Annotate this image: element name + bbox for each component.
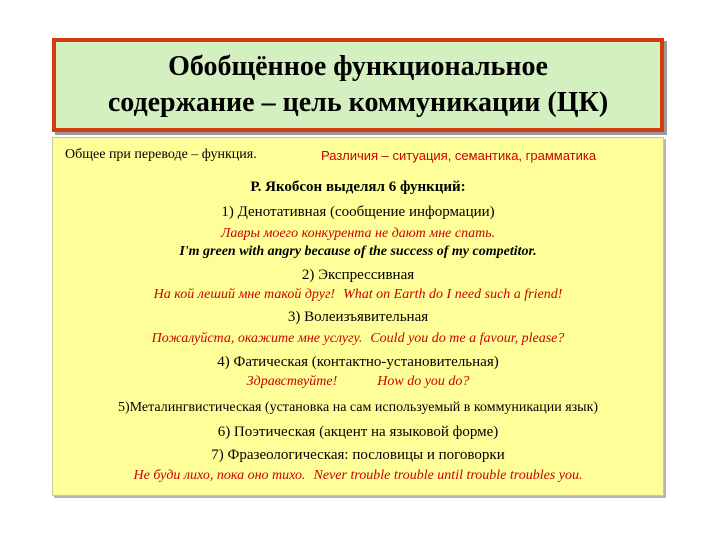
function-1-example-en: I'm green with angry because of the success of my competitor.: [179, 244, 537, 259]
function-2-example-en: What on Earth do I need such a friend!: [343, 287, 563, 302]
differences-text: Различия – ситуация, семантика, грамматика: [321, 148, 597, 163]
title-box: [52, 38, 664, 132]
function-2-examples: [53, 287, 663, 303]
common-text: Общее при переводе – функция.: [65, 147, 257, 162]
content-box: [52, 137, 664, 496]
function-7-example-ru: Не буди лихо, пока оно тихо.: [133, 468, 306, 483]
function-7-heading: 7) Фразеологическая: пословицы и поговорки: [211, 447, 505, 463]
function-1-example-ru: Лавры моего конкурента не дают мне спать.: [220, 226, 496, 241]
title-line-1: Обобщённое функциональное: [168, 51, 548, 82]
function-3-example-en: Could you do me a favour, please?: [370, 331, 565, 346]
intro-text: Р. Якобсон выделял 6 функций:: [250, 179, 466, 195]
function-4-examples: [53, 374, 663, 390]
title-line-2: содержание – цель коммуникации (ЦК): [107, 87, 609, 118]
function-1-heading: 1) Денотативная (сообщение информации): [221, 204, 495, 220]
function-5-heading: 5)Металингвистическая (установка на сам используемый в коммуникации язык): [117, 400, 599, 415]
function-6-heading: 6) Поэтическая (акцент на языковой форме): [217, 424, 499, 440]
function-3-example-ru: Пожалуйста, окажите мне услугу.: [151, 331, 363, 346]
function-7-examples: [53, 468, 663, 484]
function-4-heading: 4) Фатическая (контактно-установительная): [217, 354, 499, 370]
function-4-example-ru: Здравствуйте!: [246, 374, 338, 389]
function-7-example-en: Never trouble trouble until trouble troubles you.: [313, 468, 583, 483]
function-2-heading: 2) Экспрессивная: [301, 267, 415, 283]
function-2-example-ru: На кой леший мне такой друг!: [153, 287, 336, 302]
function-3-heading: 3) Волеизъявительная: [287, 309, 429, 325]
function-4-example-en: How do you do?: [377, 374, 470, 389]
function-3-examples: [53, 331, 663, 347]
